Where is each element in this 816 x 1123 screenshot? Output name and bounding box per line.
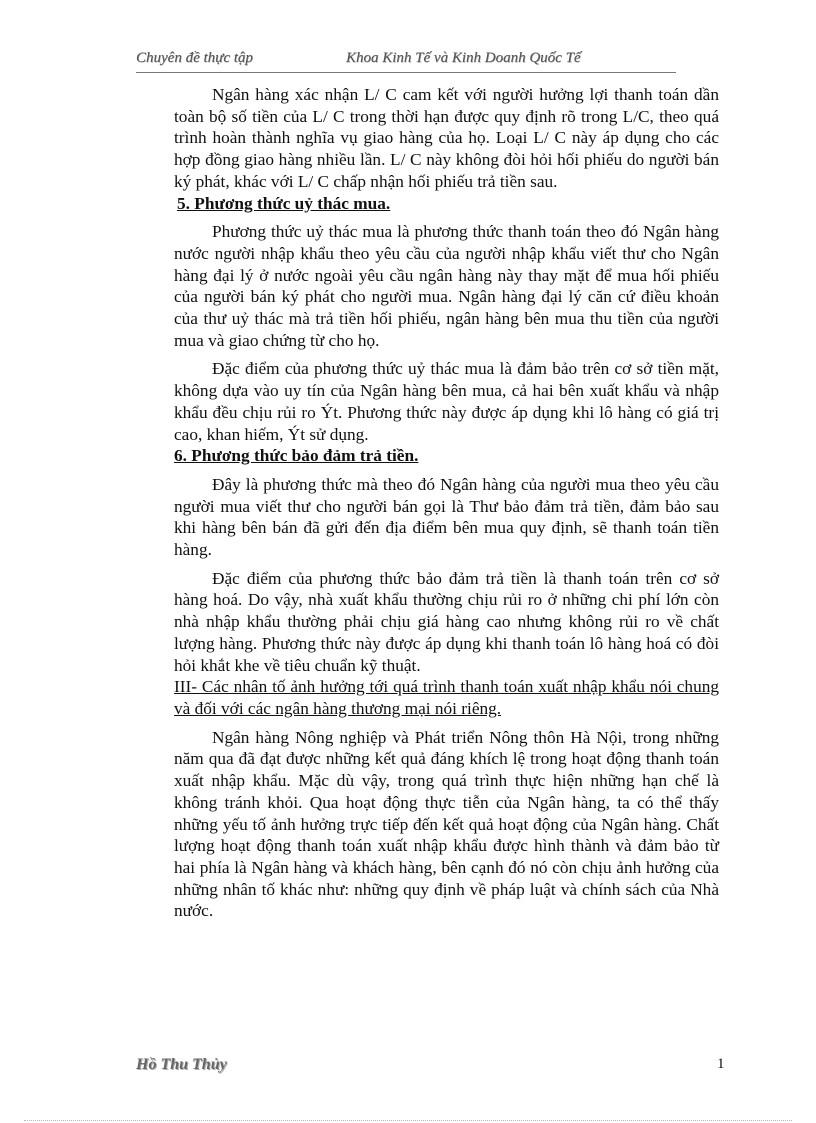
page-number: 1: [717, 1056, 725, 1072]
header-left-title: Chuyên đề thực tập: [136, 50, 253, 66]
paragraph-trust-purchase-features: Đặc điểm của phương thức uỷ thác mua là đảm bảo trên cơ sở tiền mặt, không dựa vào uy tín của Ngân hàng bên mua, cả hai bên xuất khẩu và nhập khẩu đều chịu rủi ro Ýt. Phương thức này được áp dụng khi lô hàng có giá trị cao, khan hiếm, Ýt sử dụng.: [174, 359, 719, 444]
page-bottom-border: [24, 1120, 792, 1121]
header-right-title: Khoa Kinh Tế và Kinh Doanh Quốc Tế: [346, 50, 581, 66]
paragraph-trust-purchase: Phương thức uỷ thác mua là phương thức thanh toán theo đó Ngân hàng nước người nhập khẩu theo yêu cầu của người nhập khẩu viết thư cho Ngân hàng đại lý ở nước ngoài yêu cầu ngân hàng này thay mặt để mua hối phiếu của người bán ký phát cho người mua. Ngân hàng đại lý căn cứ điều khoản của thư uỷ thác mà trả tiền hối phiếu, ngân hàng bên mua thu tiền của người mua và giao chứng từ cho họ.: [174, 222, 719, 350]
paragraph-lc-confirmation: Ngân hàng xác nhận L/ C cam kết với người hưởng lợi thanh toán dần toàn bộ số tiền của L/ C trong thời hạn được quy định rõ trong L/C, theo quá trình hoàn thành nghĩa vụ giao hàng của họ. Loại L/ C này áp dụng cho các hợp đồng giao hàng nhiều lần. L/ C này không đòi hỏi hối phiếu do người bán ký phát, khác với L/ C chấp nhận hối phiếu trả tiền sau.: [174, 85, 719, 191]
heading-section-iii: III- Các nhân tố ảnh hưởng tới quá trình thanh toán xuất nhập khẩu nói chung và đối với các ngân hàng thương mại nói riêng.: [174, 677, 719, 718]
document-body: [174, 84, 719, 922]
paragraph-payment-guarantee-features: Đặc điểm của phương thức bảo đảm trả tiền là thanh toán trên cơ sở hàng hoá. Do vậy, nhà xuất khẩu thường chịu rủi ro ở những chi phí lớn còn nhà nhập khẩu thường phải chịu giá hàng cao nhưng không rủi ro về chất lượng hàng. Phương thức này được áp dụng khi thanh toán lô hàng hoá có đòi hỏi khắt khe về tiêu chuẩn kỹ thuật.: [174, 568, 719, 675]
paragraph-payment-guarantee: Đây là phương thức mà theo đó Ngân hàng của người mua theo yêu cầu người mua viết thư cho người bán gọi là Thư bảo đảm trả tiền, đảm bảo sau khi hàng bên bán đã gửi đến địa điểm bên mua quy định, sẽ thanh toán tiền hàng.: [174, 474, 719, 560]
page-header: [136, 48, 676, 73]
heading-section-6: 6. Phương thức bảo đảm trả tiền.: [174, 446, 419, 466]
footer-author: Hồ Thu Thủy: [136, 1056, 227, 1073]
paragraph-agribank-hanoi: Ngân hàng Nông nghiệp và Phát triển Nông thôn Hà Nội, trong những năm qua đã đạt được những kết quả đáng khích lệ trong hoạt động thanh toán xuất nhập khẩu. Mặc dù vậy, trong quá trình thực hiện những hạn chế là không tránh khỏi. Qua hoạt động thực tiễn của Ngân hàng, ta có thể thấy những yếu tố ảnh hưởng trực tiếp đến kết quả hoạt động của Ngân hàng. Chất lượng hoạt động thanh toán xuất nhập khẩu được hình thành và đảm bảo từ hai phía là Ngân hàng và khách hàng, bên cạnh đó nó còn chịu ảnh hưởng của những nhân tố khác như: những quy định về pháp luật và chính sách của Nhà nước.: [174, 727, 719, 921]
heading-section-5: 5. Phương thức uỷ thác mua.: [177, 193, 391, 213]
